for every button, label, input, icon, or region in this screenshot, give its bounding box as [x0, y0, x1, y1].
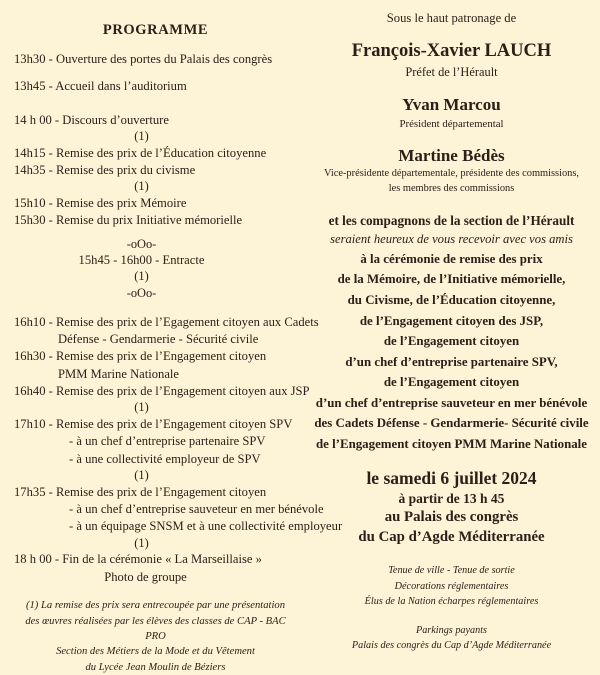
dress-code-line: Tenue de ville - Tenue de sortie [388, 565, 515, 577]
ceremony-line: de l’Engagement citoyen des JSP, [359, 313, 544, 328]
footnote-marker: (1) [134, 400, 149, 415]
footnote-marker: (1) [134, 468, 149, 483]
programme-line: - à un chef d’entreprise sauveteur en mer bénévole [69, 501, 324, 516]
dress-code-line: Élus de la Nation écharpes réglementaires [364, 595, 539, 607]
footnote-line: des œuvres réalisées par les élèves des classes de CAP - BAC PRO [25, 615, 286, 642]
entracte-line: 15h45 - 16h00 - Entracte [78, 253, 205, 268]
person-role: Préfet de l’Hérault [405, 64, 498, 79]
person-name: Martine Bédès [398, 145, 505, 165]
person-role: Président départemental [399, 117, 504, 130]
footnote-line: du Lycée Jean Moulin de Béziers [85, 661, 226, 673]
programme-line: - à un chef d’entreprise partenaire SPV [69, 434, 266, 449]
ceremony-line: de l’Engagement citoyen [383, 334, 520, 349]
person-role: les membres des commissions [388, 183, 515, 195]
programme-line: 16h40 - Remise des prix de l’Engagement citoyen aux JSP [14, 384, 310, 399]
programme-item [14, 112, 297, 230]
ceremony-line: de l’Engagement citoyen [383, 375, 520, 390]
person-entry [311, 40, 592, 81]
ceremony-line: de l’Engagement citoyen PMM Marine Nationale [315, 436, 587, 451]
person-entry [311, 94, 592, 130]
programme-line: 17h35 - Remise des prix de l’Engagement citoyen [14, 484, 267, 499]
programme-line: 14 h 00 - Discours d’ouverture [14, 112, 169, 127]
person-entry [311, 145, 592, 196]
programme-line: Défense - Gendarmerie - Sécurité civile [58, 331, 259, 346]
event-venue: du Cap d’Agde Méditerranée [358, 528, 545, 545]
programme-line: 13h30 - Ouverture des portes du Palais des congrès [14, 52, 273, 66]
companions-line: et les compagnons de la section de l’Hérault [328, 213, 575, 229]
event-datetime-block [311, 467, 592, 547]
person-name: François-Xavier LAUCH [351, 40, 552, 61]
programme-line: Photo de groupe [104, 569, 187, 584]
footnote-marker: (1) [134, 129, 149, 144]
person-name: Yvan Marcou [402, 95, 501, 115]
programme-line: PMM Marine Nationale [58, 366, 180, 381]
ceremony-line: de la Mémoire, de l’Initiative mémorielle, [337, 272, 566, 287]
event-venue: au Palais des congrès [384, 509, 519, 526]
invitation-phrase: seraient heureux de vous recevoir avec vos amis [330, 231, 573, 246]
programme-line: 14h15 - Remise des prix de l’Éducation citoyenne [14, 145, 267, 160]
ceremony-line: d’un chef d’entreprise partenaire SPV, [345, 354, 558, 369]
invitation-column [305, 0, 600, 651]
parking-line: Parkings payants [415, 624, 488, 636]
page-title: PROGRAMME [102, 22, 209, 38]
patronage-intro: Sous le haut patronage de [386, 11, 517, 25]
footnote-marker: (1) [134, 535, 149, 550]
programme-line: 15h10 - Remise des prix Mémoire [14, 195, 187, 210]
person-role: Vice-présidente départementale, présidente des commissions, [323, 168, 579, 180]
footnote-line: (1) La remise des prix sera entrecoupée par une présentation [25, 600, 285, 612]
programme-item [14, 78, 297, 95]
footnote-marker: (1) [134, 269, 149, 284]
footnote-marker: (1) [134, 179, 149, 194]
entracte-block [14, 236, 297, 302]
programme-line: 16h10 - Remise des prix de l’Egagement citoyen aux Cadets [14, 314, 319, 329]
ceremony-line: d’un chef d’entreprise sauveteur en mer bénévole [315, 395, 588, 410]
footnote-line: Section des Métiers de la Mode et du Vêtement [56, 646, 255, 658]
ceremony-body [311, 251, 592, 453]
ornament-separator: -oOo- [126, 285, 157, 300]
ceremony-line: à la cérémonie de remise des prix [360, 251, 543, 266]
footnote-block [14, 598, 297, 675]
ceremony-line: des Cadets Défense - Gendarmerie- Sécurité civile [314, 416, 589, 431]
programme-line: 18 h 00 - Fin de la cérémonie « La Marseillaise » [14, 552, 262, 567]
dress-code-block [311, 563, 592, 608]
programme-line: - à un équipage SNSM et à une collectivité employeur [69, 519, 343, 534]
programme-line: 14h35 - Remise des prix du civisme [14, 163, 196, 177]
event-date: le samedi 6 juillet 2024 [366, 468, 537, 489]
ornament-separator: -oOo- [126, 236, 157, 251]
dress-code-line: Décorations réglementaires [394, 580, 509, 592]
programme-item [14, 314, 343, 587]
event-time: à partir de 13 h 45 [398, 491, 505, 507]
programme-item [14, 51, 297, 68]
programme-line: 13h45 - Accueil dans l’auditorium [14, 79, 187, 94]
ceremony-line: du Civisme, de l’Éducation citoyenne, [347, 293, 556, 308]
programme-line: 16h30 - Remise des prix de l’Engagement citoyen [14, 349, 267, 364]
parking-line: Palais des congrès du Cap d’Agde Méditerranée [351, 639, 552, 651]
programme-line: - à une collectivité employeur de SPV [69, 451, 261, 466]
programme-line: 17h10 - Remise des prix de l’Engagement citoyen SPV [14, 416, 293, 431]
programme-line: 15h30 - Remise du prix Initiative mémorielle [14, 213, 243, 228]
parking-block [311, 623, 592, 653]
